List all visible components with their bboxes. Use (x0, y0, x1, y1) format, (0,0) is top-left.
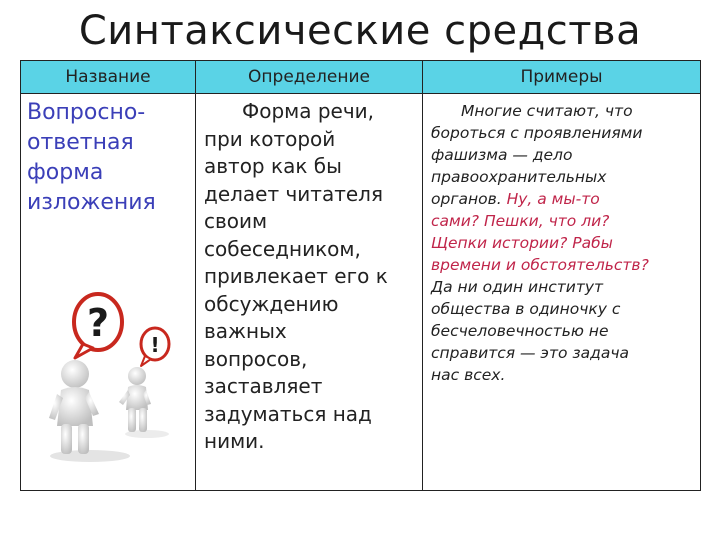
example-highlight-run: Щепки истории? Рабы (431, 234, 613, 252)
example-run: органов. (431, 190, 507, 208)
definition-line: Форма речи, (242, 99, 375, 123)
example-run: Многие считают, что (461, 102, 633, 120)
people-talking-illustration (35, 286, 185, 466)
definition-text (196, 94, 422, 456)
example-highlight-run: времени и обстоятельств? (431, 256, 649, 274)
syntax-table (20, 60, 701, 491)
definition-line: собеседником, (204, 236, 361, 261)
definition-line: обсуждению (204, 291, 339, 316)
header-definition: Определение (196, 61, 423, 94)
example-line (431, 342, 696, 364)
person-large-icon (49, 360, 99, 454)
example-run: Да ни один институт (431, 278, 604, 296)
term-line: изложения (27, 190, 156, 215)
example-line (431, 232, 696, 254)
example-line (431, 320, 696, 342)
example-run: бесчеловечностью не (431, 322, 609, 340)
example-highlight-run: Ну, а мы-то (506, 190, 600, 208)
exclamation-bubble-icon (141, 328, 169, 366)
example-run: правоохранительных (431, 168, 607, 186)
example-line (431, 210, 696, 232)
term-name (21, 94, 195, 218)
example-line (431, 254, 696, 276)
example-run: нас всех. (431, 366, 506, 384)
table-row (21, 94, 701, 491)
examples-text (423, 94, 700, 386)
header-examples: Примеры (423, 61, 701, 94)
example-run: фашизма — дело (431, 146, 573, 164)
term-line: Вопросно- (27, 100, 146, 125)
example-line (431, 298, 696, 320)
term-line: ответная (27, 130, 134, 155)
term-line: форма (27, 160, 104, 185)
example-line (431, 364, 696, 386)
definition-line: делает читателя (204, 181, 383, 206)
definition-line: своим (204, 209, 268, 233)
example-highlight-run: сами? Пешки, что ли? (431, 212, 610, 230)
question-bubble-icon (74, 294, 122, 358)
example-line (431, 188, 696, 210)
question-mark: ? (86, 301, 110, 345)
definition-line: важных (204, 319, 287, 343)
name-cell (21, 94, 196, 491)
example-line (431, 166, 696, 188)
header-name: Название (21, 61, 196, 94)
example-run: бороться с проявлениями (431, 124, 643, 142)
example-line (431, 276, 696, 298)
example-run: справится — это задача (431, 344, 629, 362)
definition-line: ними. (204, 429, 265, 453)
person-small-icon (119, 367, 151, 432)
definition-cell (196, 94, 423, 491)
definition-line: при которой (204, 126, 336, 151)
definition-line: автор как бы (204, 154, 342, 178)
examples-cell (423, 94, 701, 491)
table-header-row (21, 61, 701, 94)
definition-line: заставляет (204, 374, 323, 398)
example-run: общества в одиночку с (431, 300, 621, 318)
definition-line: задуматься над (204, 401, 372, 426)
example-line (431, 122, 696, 144)
definition-line: привлекает его к (204, 264, 388, 288)
example-line (431, 100, 696, 122)
exclamation-mark: ! (150, 333, 160, 357)
definition-line: вопросов, (204, 346, 308, 371)
slide-title: Синтаксические средства (78, 8, 642, 54)
example-line (431, 144, 696, 166)
